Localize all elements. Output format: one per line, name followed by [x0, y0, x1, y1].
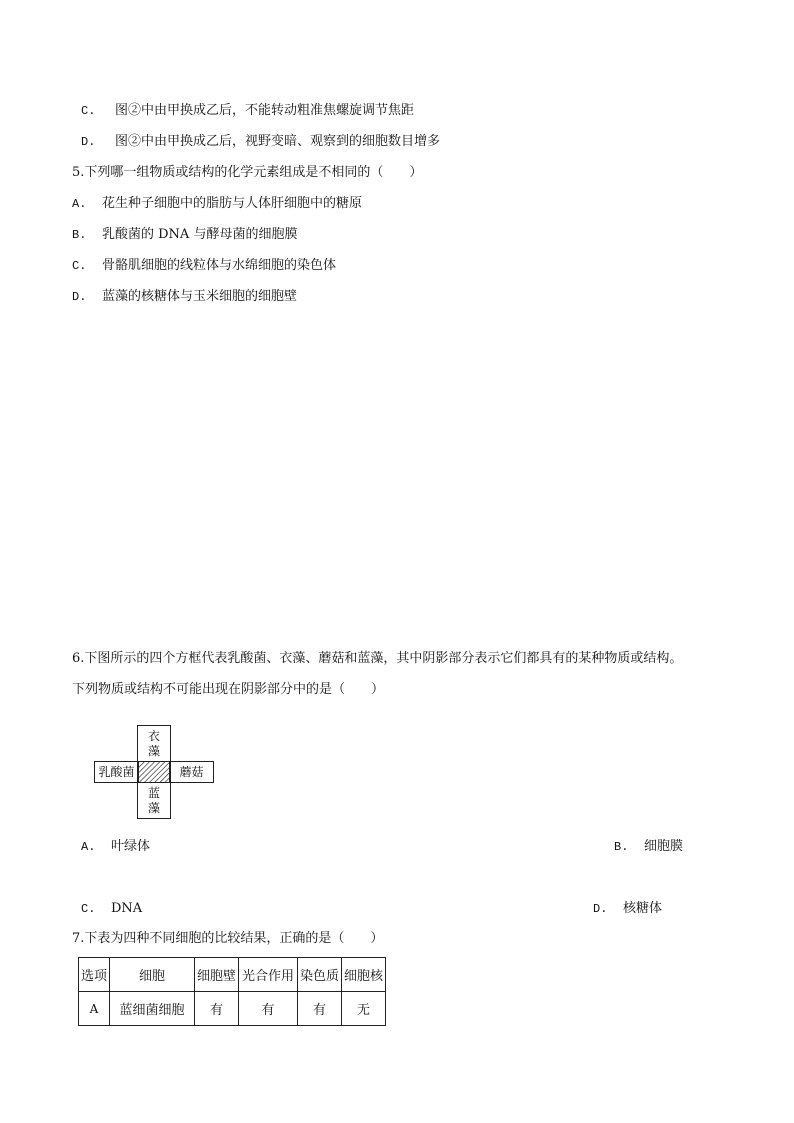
option-letter: A.	[81, 840, 96, 854]
q5-option-a	[72, 196, 362, 212]
q6-stem-line1: 6.下图所示的四个方框代表乳酸菌、衣藻、蘑菇和蓝藻，其中阴影部分表示它们都具有的某种物质或结构。	[72, 651, 683, 666]
q6-option-a	[81, 839, 150, 855]
table-cell: 有	[195, 992, 239, 1026]
table-header-cell: 光合作用	[239, 958, 298, 992]
q6-option-d	[593, 901, 662, 917]
table-cell: 有	[239, 992, 298, 1026]
diagram-box-top	[137, 725, 171, 762]
option-text: 图②中由甲换成乙后，不能转动粗准焦螺旋调节焦距	[115, 103, 415, 118]
option-letter: D.	[593, 902, 608, 916]
q6-cross-diagram	[94, 725, 214, 819]
table-header-cell: 细胞核	[342, 958, 386, 992]
q4-option-d	[81, 134, 440, 150]
diagram-box-bottom	[137, 782, 171, 819]
q5-option-d	[72, 289, 297, 305]
table-cell: 有	[298, 992, 342, 1026]
option-letter: C.	[81, 104, 96, 118]
option-text: 乳酸菌的 DNA 与酵母菌的细胞膜	[102, 227, 298, 242]
diagram-label-bottom: 蓝藻	[147, 786, 160, 815]
option-letter: B.	[614, 840, 629, 854]
option-letter: C.	[72, 259, 87, 273]
option-letter: C.	[81, 902, 96, 916]
diagram-shaded-center	[137, 761, 171, 783]
option-text: 蓝藻的核糖体与玉米细胞的细胞壁	[102, 289, 298, 304]
q6-stem-line2: 下列物质或结构不可能出现在阴影部分中的是（ ）	[72, 682, 385, 697]
diagram-label-top: 衣藻	[147, 729, 160, 758]
option-text: 细胞膜	[644, 839, 684, 854]
q4-option-c	[81, 103, 414, 119]
table-header-cell: 细胞壁	[195, 958, 239, 992]
q7-stem: 7.下表为四种不同细胞的比较结果，正确的是（ ）	[72, 931, 384, 946]
table-header-cell: 染色质	[298, 958, 342, 992]
option-text: 核糖体	[623, 901, 663, 916]
option-text: 叶绿体	[111, 839, 151, 854]
diagram-box-right	[169, 761, 214, 783]
option-text: DNA	[111, 901, 143, 916]
q5-option-b	[72, 227, 297, 243]
q7-comparison-table	[78, 957, 386, 1026]
table-header-cell: 选项	[79, 958, 110, 992]
q6-option-c	[81, 901, 142, 917]
diagram-label-right: 蘑菇	[179, 765, 204, 779]
q5-option-c	[72, 258, 336, 274]
q5-stem: 5.下列哪一组物质或结构的化学元素组成是不相同的（ ）	[72, 165, 423, 180]
table-header-row	[79, 958, 386, 992]
q6-option-b	[614, 839, 683, 855]
option-text: 图②中由甲换成乙后，视野变暗、观察到的细胞数目增多	[115, 134, 441, 149]
table-header-cell: 细胞	[110, 958, 195, 992]
option-text: 花生种子细胞中的脂肪与人体肝细胞中的糖原	[102, 196, 363, 211]
diagram-box-left	[94, 761, 139, 783]
table-row	[79, 992, 386, 1026]
option-letter: D.	[81, 135, 96, 149]
option-text: 骨骼肌细胞的线粒体与水绵细胞的染色体	[102, 258, 337, 273]
option-letter: B.	[72, 228, 87, 242]
table-cell: A	[79, 992, 110, 1026]
diagram-label-left: 乳酸菌	[98, 765, 135, 779]
option-letter: D.	[72, 290, 87, 304]
option-letter: A.	[72, 197, 87, 211]
table-cell: 无	[342, 992, 386, 1026]
table-cell: 蓝细菌细胞	[110, 992, 195, 1026]
